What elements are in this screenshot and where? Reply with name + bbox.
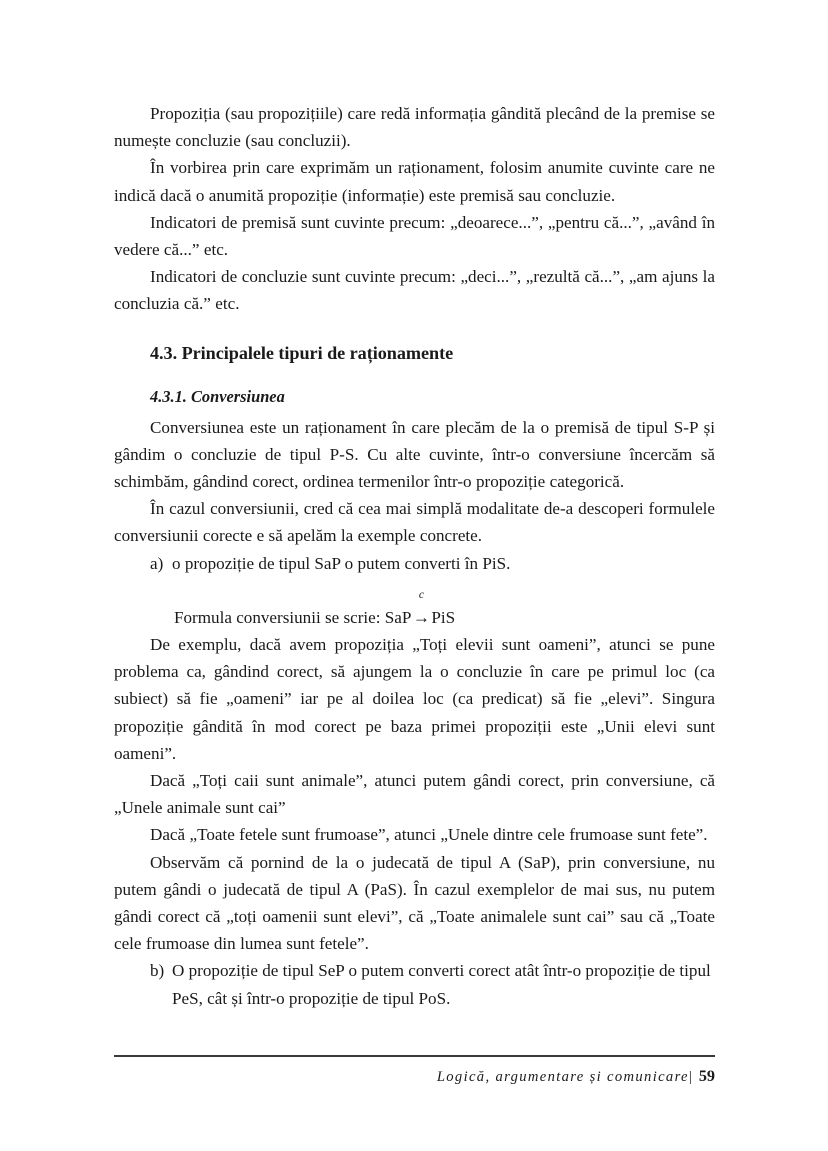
list-text-a: o propoziție de tipul SaP o putem converti în PiS. xyxy=(172,553,511,573)
formula-trailing-text: PiS xyxy=(431,607,456,627)
paragraph-example-fete-frumoase: Dacă „Toate fetele sunt frumoase”, atunci „Unele dintre cele frumoase sunt fete”. xyxy=(150,825,708,845)
list-marker-a: a) xyxy=(150,553,164,573)
paragraph-example-elevi-oameni: De exemplu, dacă avem propoziția „Toți elevii sunt oameni”, atunci se pune problema ca, gândind corect, să ajungem la o concluzie în care pe primul loc (ca subiect) să fie „oameni” iar pe al doilea loc (ca predicat) să fie „elevi”. Singura propoziție gândită în mod corect pe baza primei propoziții este „Unii elevi sunt oameni”. xyxy=(114,635,715,763)
heading-section-4-3: 4.3. Principalele tipuri de raționamente xyxy=(150,342,454,363)
paragraph-speech-indicators-intro: În vorbirea prin care exprimăm un raționament, folosim anumite cuvinte care ne indică dacă o anumită propoziție (informație) este premisă sau concluzie. xyxy=(114,158,715,205)
spacer-before-major-heading xyxy=(114,318,715,341)
arrow-superscript-c: c xyxy=(418,588,424,601)
page-footer xyxy=(114,1055,715,1087)
list-marker-b: b) xyxy=(150,961,165,981)
footer-page-number: 59 xyxy=(698,1067,715,1085)
paragraph-observation-type-a: Observăm că pornind de la o judecată de tipul A (SaP), prin conversiune, nu putem gândi o judecată de tipul A (PaS). În cazul exemplelor de mai sus, nu putem gândi corect că „toți oamenii sunt elevi”, că „Toate animalele sunt cai” sau că „Toate cele frumoase din lumea sunt fetele”. xyxy=(114,852,715,954)
paragraph-conclusion-indicators: Indicatori de concluzie sunt cuvinte precum: „deci...”, „rezultă că...”, „am ajuns la concluzia că.” etc. xyxy=(114,267,715,314)
paragraph-premise-conclusion-definition: Propoziția (sau propozițiile) care redă informația gândită plecând de la premise se numește concluzie (sau concluzii). xyxy=(114,104,715,151)
paragraph-example-cai-animale: Dacă „Toți caii sunt animale”, atunci putem gândi corect, prin conversiune, că „Unele animale sunt cai” xyxy=(114,771,715,818)
list-text-b: O propoziție de tipul SeP o putem converti corect atât într-o propoziție de tipul PeS, cât și într-o propoziție de tipul PoS. xyxy=(172,961,711,1008)
footer-separator: | xyxy=(688,1069,692,1085)
paragraph-premise-indicators: Indicatori de premisă sunt cuvinte precum: „deoarece...”, „pentru că...”, „având în vedere că...” etc. xyxy=(114,212,715,260)
paragraph-conversiune-definition: Conversiunea este un raționament în care plecăm de la o premisă de tipul S-P și gândim o concluzie de tipul P-S. Cu alte cuvinte, într-o conversiune încercăm să schimbăm, gândind corect, ordinea termenilor într-o propoziție categorică. xyxy=(114,417,715,492)
heading-subsection-4-3-1: 4.3.1. Conversiunea xyxy=(150,386,285,406)
list-item-b xyxy=(114,957,715,1011)
page-content xyxy=(114,100,715,1012)
paragraph-conversiune-method: În cazul conversiunii, cred că cea mai simplă modalitate de-a descoperi formulele conversiunii corecte e să apelăm la exemple concrete. xyxy=(114,499,715,546)
spacer-after-major-heading xyxy=(114,365,715,386)
right-arrow-icon: → xyxy=(412,607,430,627)
list-item-a xyxy=(114,550,715,577)
formula-conversiune-sap-pis xyxy=(114,588,715,631)
conversion-arrow-with-superscript xyxy=(411,588,431,631)
footer-book-title: Logică, argumentare și comunicare xyxy=(436,1069,689,1085)
formula-lead-text: Formula conversiunii se scrie: SaP xyxy=(174,607,412,627)
footer-content xyxy=(114,1057,715,1087)
